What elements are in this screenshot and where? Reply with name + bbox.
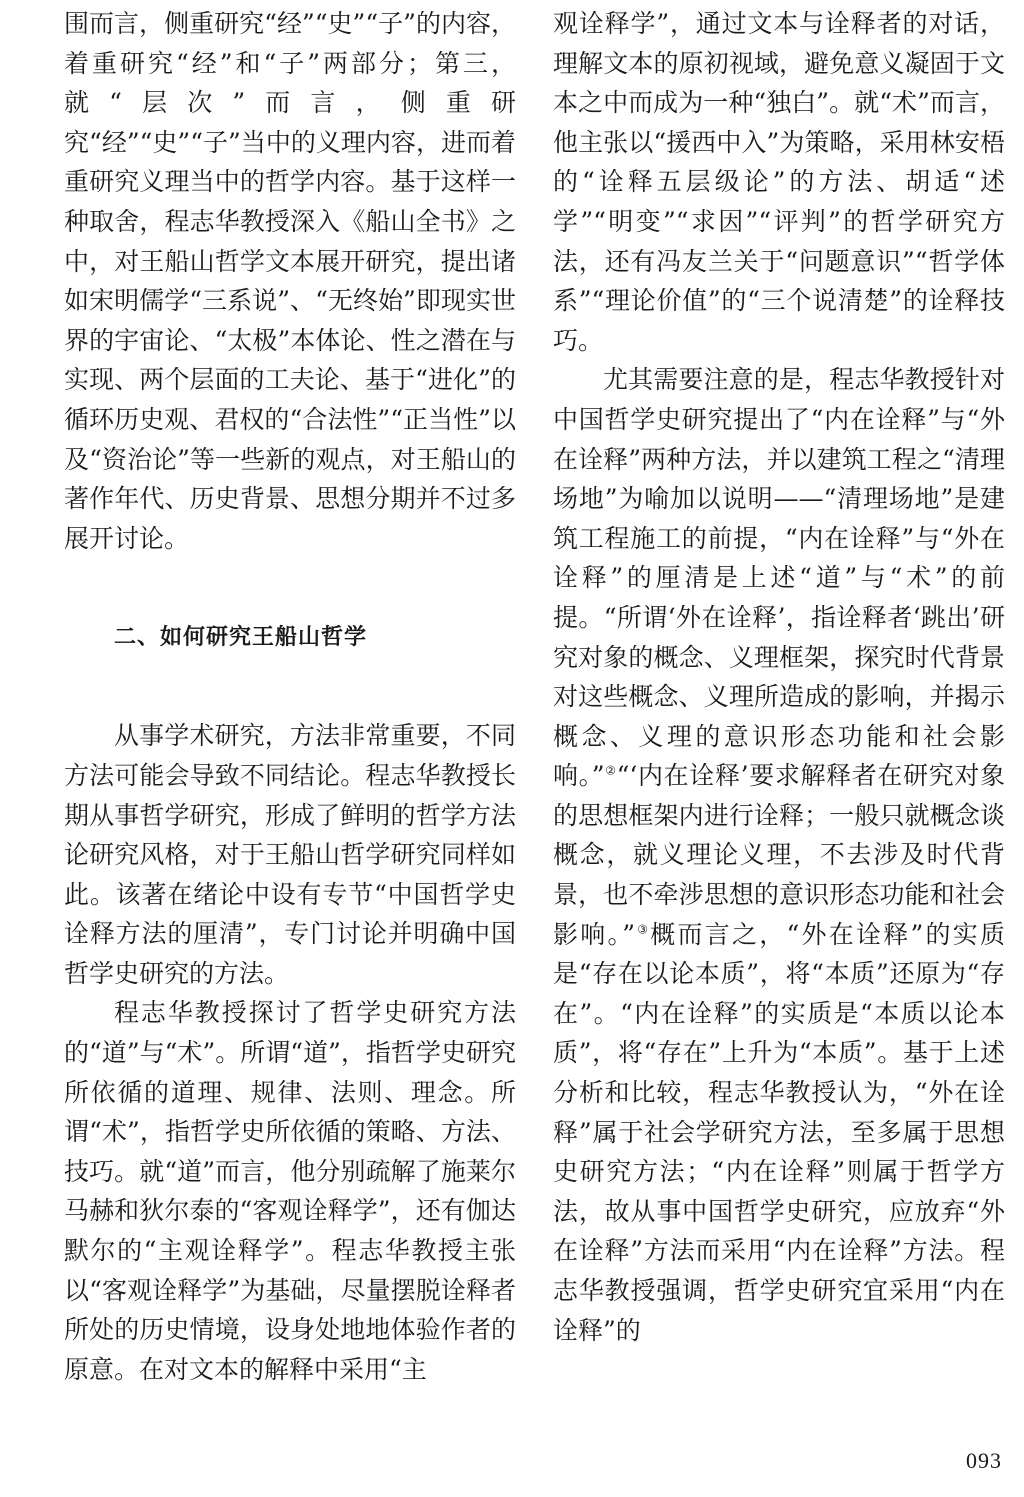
paragraph-text: “‘内在诠释’要求解释者在研究对象的思想框架内进行诠释；一般只就概念谈概念，就义理论义理，不去涉及时代背景，也不牵涉思想的意识形态功能和社会影响。” — [553, 761, 1005, 949]
body-paragraph: 程志华教授探讨了哲学史研究方法的“道”与“术”。所谓“道”，指哲学史研究所依循的道理、规律、法则、理念。所谓“术”，指哲学史所依循的策略、方法、技巧。就“道”而言，他分别疏解了施莱尔马赫和狄尔泰的“客观诠释学”，还有伽达默尔的“主观诠释学”。程志华教授主张以“客观诠释学”为基础，尽量摆脱诠释者所处的历史情境，设身处地地体验作者的原意。在对文本的解释中采用“主 — [64, 998, 516, 1384]
body-paragraph: 从事学术研究，方法非常重要，不同方法可能会导致不同结论。程志华教授长期从事哲学研究，形成了鲜明的哲学方法论研究风格，对于王船山哲学研究同样如此。该著在绪论中设有专节“中国哲学史诠释方法的厘清”，专门讨论并明确中国哲学史研究的方法。 — [64, 721, 516, 988]
paragraph-text: 尤其需要注意的是，程志华教授针对中国哲学史研究提出了“内在诠释”与“外在诠释”两种方法，并以建筑工程之“清理场地”为喻加以说明——“清理场地”是建筑工程施工的前提，“内在诠释”与“外在诠释”的厘清是上述“道”与“术”的前提。“所谓‘外在诠释’，指诠释者‘跳出’研究对象的概念、义理框架，探究时代背景对这些概念、义理所造成的影响，并揭示概念、义理的意识形态功能和社会影响。” — [553, 365, 1005, 791]
left-column — [64, 4, 516, 1389]
section-heading: 二、如何研究王船山哲学 — [114, 625, 368, 651]
page-number: 093 — [966, 1448, 1002, 1473]
paragraph-text: 概而言之，“外在诠释”的实质是“存在以论本质”，将“本质”还原为“存在”。“内在诠释”的实质是“本质以论本质”，将“存在”上升为“本质”。基于上述分析和比较，程志华教授认为，“外在诠释”属于社会学研究方法，至多属于思想史研究方法；“内在诠释”则属于哲学方法，故从事中国哲学史研究，应放弃“外在诠释”方法而采用“内在诠释”方法。程志华教授强调，哲学史研究宜采用“内在诠释”的 — [553, 919, 1005, 1345]
footnote-marker[interactable]: ③ — [635, 922, 651, 937]
body-paragraph: 围而言，侧重研究“经”“史”“子”的内容，着重研究“经”和“子”两部分；第三，就“层次”而言，侧重研究“经”“史”“子”当中的义理内容，进而着重研究义理当中的哲学内容。基于这样一种取舍，程志华教授深入《船山全书》之中，对王船山哲学文本展开研究，提出诸如宋明儒学“三系说”、“无终始”即现实世界的宇宙论、“太极”本体论、性之潜在与实现、两个层面的工夫论、基于“进化”的循环历史观、君权的“合法性”“正当性”以及“资治论”等一些新的观点，对王船山的著作年代、历史背景、思想分期并不过多展开讨论。 — [64, 9, 516, 553]
body-paragraph — [553, 360, 1005, 1350]
footnote-marker[interactable]: ② — [604, 763, 617, 778]
body-paragraph: 观诠释学”，通过文本与诠释者的对话，理解文本的原初视域，避免意义凝固于文本之中而成为一种“独白”。就“术”而言，他主张以“援西中入”为策略，采用林安梧的“诠释五层级论”的方法、胡适“述学”“明变”“求因”“评判”的哲学研究方法，还有冯友兰关于“问题意识”“哲学体系”“理论价值”的“三个说清楚”的诠释技巧。 — [553, 9, 1005, 355]
right-column — [553, 4, 1005, 1350]
